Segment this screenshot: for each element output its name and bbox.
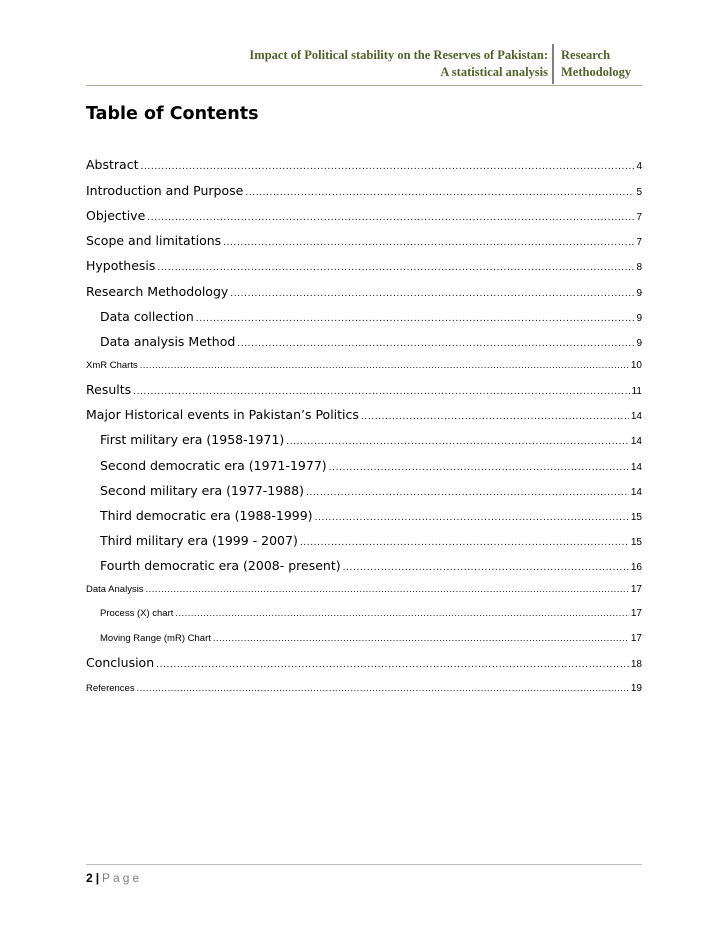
dot-leader <box>175 608 628 618</box>
toc-entry-references[interactable] <box>86 683 642 694</box>
toc-entry-conclusion[interactable] <box>86 655 642 670</box>
toc-entry-page: 9 <box>636 338 642 349</box>
dot-leader <box>140 360 629 370</box>
page-footer <box>86 871 142 885</box>
dot-leader <box>286 437 629 447</box>
toc-entry-label: Objective <box>86 208 146 223</box>
section-name-line1: Research <box>561 48 611 62</box>
toc-entry-first-military-era[interactable] <box>100 432 642 447</box>
toc-entry-label: Conclusion <box>86 655 155 670</box>
toc-entry-page: 14 <box>630 411 642 422</box>
dot-leader <box>245 188 634 198</box>
toc-entry-label: Fourth democratic era (2008- present) <box>100 558 341 573</box>
toc-title: Table of Contents <box>86 104 259 124</box>
dot-leader <box>306 488 629 498</box>
toc-entry-abstract[interactable] <box>86 157 642 172</box>
toc-entry-label: Research Methodology <box>86 284 229 299</box>
dot-leader <box>133 387 629 397</box>
toc-entry-label: Data analysis Method <box>100 334 236 349</box>
page-number: 2 <box>86 871 93 885</box>
dot-leader <box>343 563 629 573</box>
dot-leader <box>300 538 629 548</box>
toc-entry-research-methodology[interactable] <box>86 284 642 299</box>
toc-entry-label: Scope and limitations <box>86 233 222 248</box>
toc-entry-page: 16 <box>630 562 642 573</box>
toc-entry-label: Abstract <box>86 157 139 172</box>
toc-entry-page: 14 <box>630 462 642 473</box>
toc-entry-label: Third democratic era (1988-1999) <box>100 508 313 523</box>
toc-entry-page: 7 <box>636 212 642 223</box>
toc-entry-label: First military era (1958-1971) <box>100 432 285 447</box>
toc-entry-label: Hypothesis <box>86 258 156 273</box>
toc-entry-page: 17 <box>630 608 642 619</box>
footer-separator: | <box>95 871 100 885</box>
toc-entry-page: 17 <box>630 584 642 595</box>
dot-leader <box>146 584 629 594</box>
toc-entry-label: Second military era (1977-1988) <box>100 483 304 498</box>
footer-rule <box>86 864 642 865</box>
toc-entry-label: References <box>86 683 135 694</box>
toc-entry-second-democratic-era[interactable] <box>100 458 642 473</box>
dot-leader <box>140 162 634 172</box>
toc-entry-data-analysis[interactable] <box>86 584 642 595</box>
toc-entry-page: 9 <box>636 288 642 299</box>
toc-entry-label: Results <box>86 382 132 397</box>
toc-entry-page: 17 <box>630 633 642 644</box>
header-divider <box>552 44 554 84</box>
toc-entry-moving-range-chart[interactable] <box>100 633 642 644</box>
dot-leader <box>237 339 634 349</box>
dot-leader <box>137 683 629 693</box>
toc-entry-label: Moving Range (mR) Chart <box>100 633 211 644</box>
toc-entry-objective[interactable] <box>86 208 642 223</box>
dot-leader <box>230 289 634 299</box>
document-title-line1: Impact of Political stability on the Reserves of Pakistan: <box>249 48 548 62</box>
dot-leader <box>157 263 634 273</box>
toc-entry-page: 19 <box>630 683 642 694</box>
toc-entry-second-military-era[interactable] <box>100 483 642 498</box>
toc-entry-page: 8 <box>636 262 642 273</box>
toc-entry-results[interactable] <box>86 382 642 397</box>
toc-entry-page: 7 <box>636 237 642 248</box>
toc-entry-page: 15 <box>630 512 642 523</box>
section-name-line2: Methodology <box>561 65 632 79</box>
toc-entry-fourth-democratic-era[interactable] <box>100 558 642 573</box>
document-title <box>249 47 548 81</box>
toc-entry-third-military-era[interactable] <box>100 533 642 548</box>
toc-entry-label: XmR Charts <box>86 360 138 371</box>
toc-entry-introduction[interactable] <box>86 183 642 198</box>
toc-entry-page: 10 <box>630 360 642 371</box>
toc-entry-page: 15 <box>630 537 642 548</box>
toc-entry-label: Major Historical events in Pakistan’s Politics <box>86 407 359 422</box>
toc-entry-data-collection[interactable] <box>100 309 642 324</box>
toc-entry-page: 5 <box>636 187 642 198</box>
toc-entry-label: Third military era (1999 - 2007) <box>100 533 298 548</box>
toc-entry-data-analysis-method[interactable] <box>100 334 642 349</box>
toc-entry-process-x-chart[interactable] <box>100 608 642 619</box>
toc-entry-xmr-charts[interactable] <box>86 360 642 371</box>
toc-entry-label: Data collection <box>100 309 194 324</box>
toc-entry-scope[interactable] <box>86 233 642 248</box>
dot-leader <box>196 314 635 324</box>
toc-entry-page: 14 <box>630 436 642 447</box>
toc-entry-label: Process (X) chart <box>100 608 174 619</box>
toc-entry-page: 18 <box>630 659 642 670</box>
header-rule <box>86 85 642 86</box>
toc-entry-major-historical-events[interactable] <box>86 407 642 422</box>
toc-entry-third-democratic-era[interactable] <box>100 508 642 523</box>
toc-entry-label: Introduction and Purpose <box>86 183 244 198</box>
toc-entry-page: 4 <box>636 161 642 172</box>
dot-leader <box>156 660 629 670</box>
toc-entry-label: Data Analysis <box>86 584 144 595</box>
document-title-line2: A statistical analysis <box>440 65 548 79</box>
toc-entry-page: 9 <box>636 313 642 324</box>
dot-leader <box>223 238 634 248</box>
toc-entry-hypothesis[interactable] <box>86 258 642 273</box>
page-word: Page <box>102 871 143 885</box>
toc-entry-page: 11 <box>631 386 642 397</box>
toc-entry-page: 14 <box>630 487 642 498</box>
dot-leader <box>315 513 629 523</box>
dot-leader <box>213 633 629 643</box>
section-name <box>561 47 631 81</box>
dot-leader <box>329 463 629 473</box>
dot-leader <box>361 412 629 422</box>
dot-leader <box>147 213 634 223</box>
page-header <box>0 44 728 84</box>
toc-entry-label: Second democratic era (1971-1977) <box>100 458 327 473</box>
